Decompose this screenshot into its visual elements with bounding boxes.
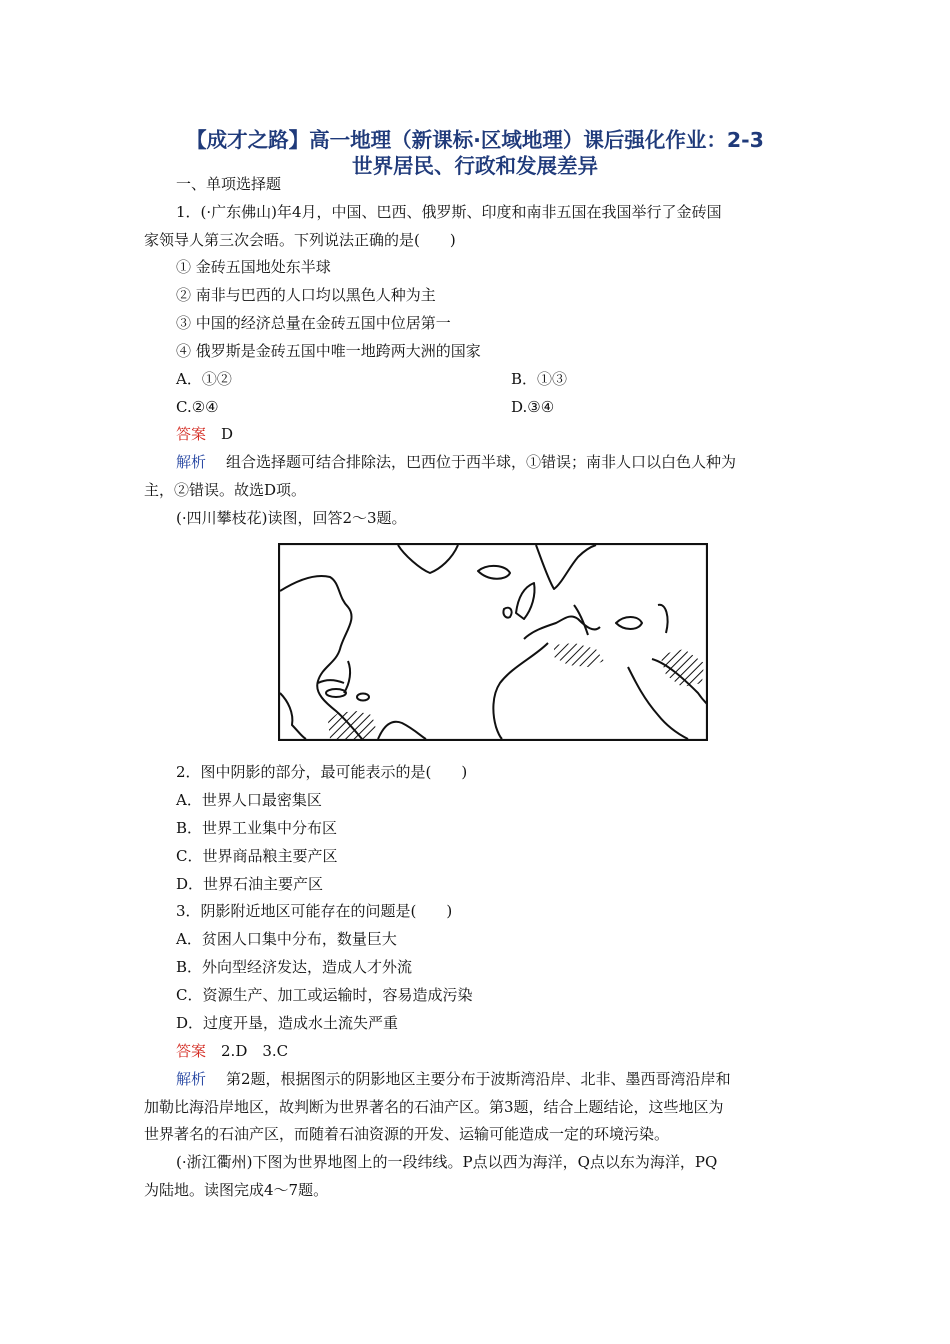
analysis-2-3-line2: 加勒比海沿岸地区，故判断为世界著名的石油产区。第3题，结合上题结论，这些地区为 [144,1098,724,1116]
q1-analysis-line2: 主，②错误。故选D项。 [144,481,307,499]
q3-stem: 3．阴影附近地区可能存在的问题是( ) [176,902,453,920]
intro-q4-q7-line2: 为陆地。读图完成4～7题。 [144,1181,329,1199]
intro-q4-q7-line1: (·浙江衢州)下图为世界地图上的一段纬线。P点以西为海洋，Q点以东为海洋，PQ [176,1153,718,1171]
q1-option-c: C.②④ [176,398,219,416]
analysis-label: 解析 [176,1070,207,1088]
q3-option-a: A．贫困人口集中分布，数量巨大 [176,930,397,948]
document-title-line1: 【成才之路】高一地理（新课标·区域地理）课后强化作业：2-3 [186,128,764,152]
q2-stem: 2．图中阴影的部分，最可能表示的是( ) [176,763,468,781]
q1-statement-1: ① 金砖五国地处东半球 [176,258,331,276]
answer-value: 2.D 3.C [221,1042,289,1060]
intro-q2-q3: (·四川攀枝花)读图，回答2～3题。 [176,509,407,527]
q2-option-c: C．世界商品粮主要产区 [176,847,338,865]
q1-statement-3: ③ 中国的经济总量在金砖五国中位居第一 [176,314,451,332]
answer-2-3-row [176,1041,288,1061]
analysis-2-3-line1 [176,1069,731,1089]
q1-stem-line2: 家领导人第三次会晤。下列说法正确的是( ) [144,231,456,249]
analysis-text: 第2题，根据图示的阴影地区主要分布于波斯湾沿岸、北非、墨西哥湾沿岸和 [226,1070,731,1088]
world-map-figure [278,543,708,741]
section-heading: 一、单项选择题 [176,175,282,193]
q1-statement-2: ② 南非与巴西的人口均以黑色人种为主 [176,286,436,304]
document-title-line2: 世界居民、行政和发展差异 [352,154,598,178]
answer-label: 答案 [176,425,207,443]
q1-stem-line1: 1．(·广东佛山)年4月，中国、巴西、俄罗斯、印度和南非五国在我国举行了金砖国 [176,203,722,221]
q3-option-c: C．资源生产、加工或运输时，容易造成污染 [176,986,473,1004]
answer-label: 答案 [176,1042,207,1060]
q1-analysis-line1 [176,452,736,472]
answer-value: D [221,425,234,443]
analysis-label: 解析 [176,453,207,471]
q1-option-d: D.③④ [511,398,555,416]
q1-statement-4: ④ 俄罗斯是金砖五国中唯一地跨两大洲的国家 [176,342,481,360]
q1-answer-row [176,424,233,444]
q1-option-a: A．①② [176,370,232,388]
analysis-text: 组合选择题可结合排除法，巴西位于西半球，①错误；南非人口以白色人种为 [226,453,737,471]
q3-option-d: D．过度开垦，造成水土流失严重 [176,1014,399,1032]
q3-option-b: B．外向型经济发达，造成人才外流 [176,958,413,976]
analysis-2-3-line3: 世界著名的石油产区，而随着石油资源的开发、运输可能造成一定的环境污染。 [144,1125,670,1143]
q2-option-b: B．世界工业集中分布区 [176,819,338,837]
q2-option-a: A．世界人口最密集区 [176,791,322,809]
q1-option-b: B．①③ [511,370,568,388]
q2-option-d: D．世界石油主要产区 [176,875,324,893]
